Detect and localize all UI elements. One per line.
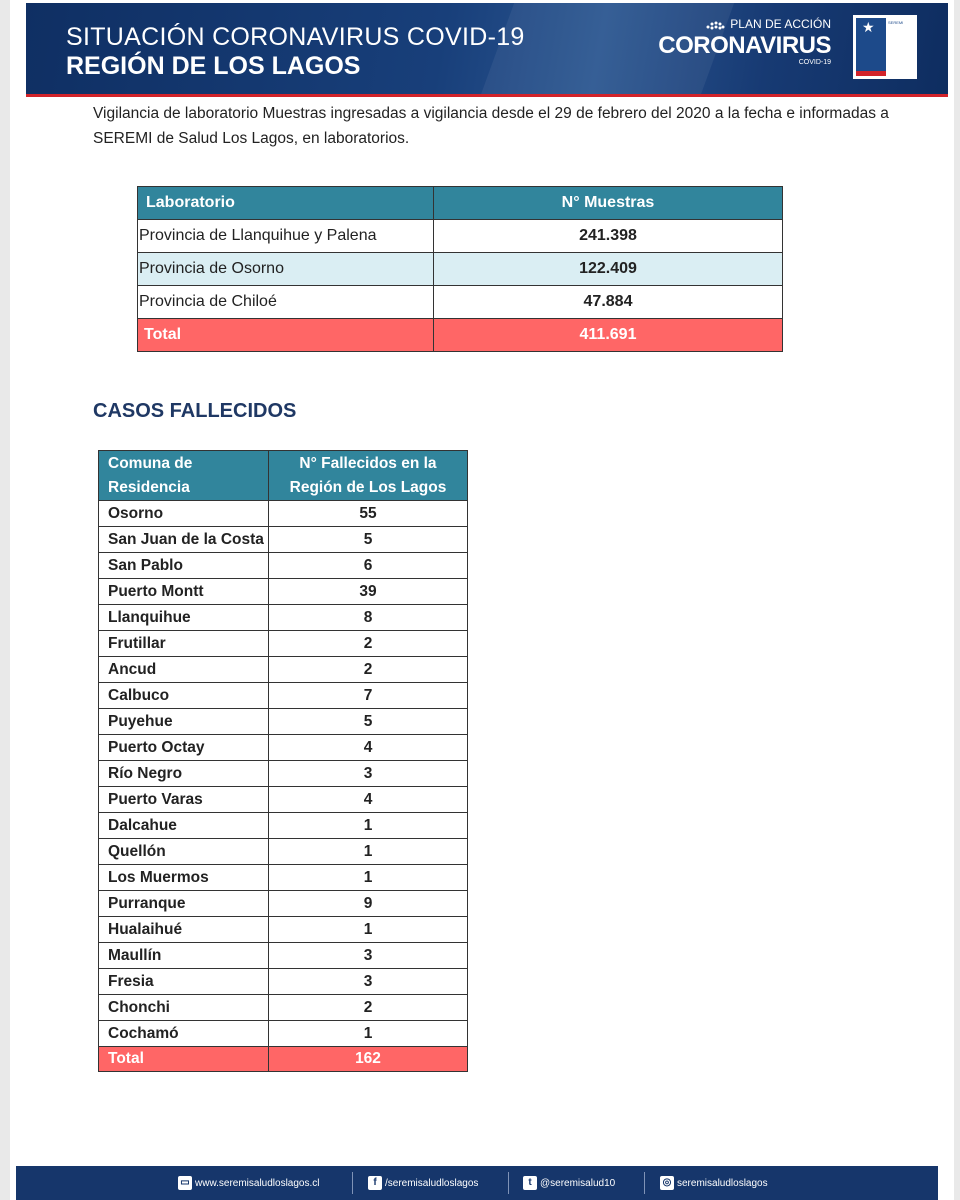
death-count: 8 bbox=[269, 605, 468, 631]
commune-name: Puerto Montt bbox=[99, 579, 269, 605]
table-row bbox=[99, 501, 468, 527]
sample-count: 122.409 bbox=[434, 253, 783, 286]
commune-name: Río Negro bbox=[99, 761, 269, 787]
death-count: 2 bbox=[269, 657, 468, 683]
death-count: 7 bbox=[269, 683, 468, 709]
commune-name: Ancud bbox=[99, 657, 269, 683]
death-count: 6 bbox=[269, 553, 468, 579]
web-icon: ▭ bbox=[178, 1176, 192, 1190]
total-value: 411.691 bbox=[434, 319, 783, 352]
table-row bbox=[99, 917, 468, 943]
commune-name: Puerto Octay bbox=[99, 735, 269, 761]
header-banner bbox=[26, 3, 948, 97]
commune-name: Llanquihue bbox=[99, 605, 269, 631]
column-header: N° Muestras bbox=[434, 187, 783, 220]
footer-web[interactable] bbox=[178, 1175, 320, 1193]
lab-samples-table bbox=[137, 186, 783, 352]
table-row bbox=[99, 787, 468, 813]
government-logo bbox=[853, 15, 917, 79]
commune-name: Quellón bbox=[99, 839, 269, 865]
death-count: 1 bbox=[269, 865, 468, 891]
sample-count: 47.884 bbox=[434, 286, 783, 319]
death-count: 2 bbox=[269, 995, 468, 1021]
commune-name: Dalcahue bbox=[99, 813, 269, 839]
instagram-icon: ◎ bbox=[660, 1176, 674, 1190]
table-row bbox=[99, 657, 468, 683]
plan-label: PLAN DE ACCIÓN bbox=[730, 17, 831, 31]
province-name: Provincia de Osorno bbox=[138, 253, 434, 286]
death-count: 55 bbox=[269, 501, 468, 527]
commune-name: Osorno bbox=[99, 501, 269, 527]
total-value: 162 bbox=[269, 1047, 468, 1072]
commune-name: San Pablo bbox=[99, 553, 269, 579]
footer-instagram[interactable] bbox=[660, 1175, 768, 1193]
table-row bbox=[99, 995, 468, 1021]
commune-name: Maullín bbox=[99, 943, 269, 969]
footer-web-text: www.seremisaludloslagos.cl bbox=[195, 1178, 320, 1189]
death-count: 4 bbox=[269, 735, 468, 761]
death-count: 39 bbox=[269, 579, 468, 605]
intro-paragraph: Vigilancia de laboratorio Muestras ingresadas a vigilancia desde el 29 de febrero del 2020 a la fecha e informadas a SEREMI de Salud Los Lagos, en laboratorios. bbox=[93, 105, 889, 147]
commune-name: Frutillar bbox=[99, 631, 269, 657]
logo-text: SEREMI bbox=[888, 20, 904, 25]
death-count: 1 bbox=[269, 813, 468, 839]
total-row bbox=[138, 319, 783, 352]
plan-accion-logo bbox=[651, 15, 831, 75]
table-row bbox=[99, 683, 468, 709]
footer-divider bbox=[508, 1172, 509, 1194]
death-count: 2 bbox=[269, 631, 468, 657]
total-row bbox=[99, 1047, 468, 1072]
footer-facebook[interactable] bbox=[368, 1175, 478, 1193]
table-row bbox=[99, 527, 468, 553]
total-label: Total bbox=[138, 319, 434, 352]
death-count: 5 bbox=[269, 709, 468, 735]
death-count: 3 bbox=[269, 969, 468, 995]
table-row bbox=[99, 813, 468, 839]
death-count: 1 bbox=[269, 917, 468, 943]
death-count: 1 bbox=[269, 1021, 468, 1047]
star-icon: ★ bbox=[862, 19, 875, 35]
column-header-commune: Comuna de Residencia bbox=[99, 451, 269, 501]
commune-name: Los Muermos bbox=[99, 865, 269, 891]
table-row bbox=[99, 553, 468, 579]
footer-facebook-text: /seremisaludloslagos bbox=[385, 1178, 479, 1189]
footer-instagram-text: seremisaludloslagos bbox=[677, 1178, 768, 1189]
commune-name: Hualaihué bbox=[99, 917, 269, 943]
deaths-table bbox=[98, 450, 468, 1072]
table-row bbox=[99, 709, 468, 735]
plan-main-label: CORONAVIRUS bbox=[658, 32, 831, 59]
facebook-icon: f bbox=[368, 1176, 382, 1190]
commune-name: Puerto Varas bbox=[99, 787, 269, 813]
table-row bbox=[138, 286, 783, 319]
death-count: 3 bbox=[269, 943, 468, 969]
commune-name: San Juan de la Costa bbox=[99, 527, 269, 553]
death-count: 3 bbox=[269, 761, 468, 787]
plan-covid-label: COVID-19 bbox=[798, 59, 831, 66]
table-row bbox=[99, 891, 468, 917]
banner-title: SITUACIÓN CORONAVIRUS COVID-19 bbox=[66, 23, 525, 51]
province-name: Provincia de Chiloé bbox=[138, 286, 434, 319]
footer-twitter[interactable] bbox=[523, 1175, 615, 1193]
footer-twitter-text: @seremisalud10 bbox=[540, 1178, 616, 1189]
footer-divider bbox=[644, 1172, 645, 1194]
table-row bbox=[99, 579, 468, 605]
sample-count: 241.398 bbox=[434, 220, 783, 253]
column-header: Laboratorio bbox=[138, 187, 434, 220]
section-title: CASOS FALLECIDOS bbox=[93, 400, 297, 422]
deaths-table-body bbox=[99, 501, 468, 1072]
table-row bbox=[138, 253, 783, 286]
death-count: 4 bbox=[269, 787, 468, 813]
dots-globe-icon bbox=[704, 19, 726, 31]
banner-subtitle: REGIÓN DE LOS LAGOS bbox=[66, 52, 361, 80]
commune-name: Puyehue bbox=[99, 709, 269, 735]
table-row bbox=[99, 969, 468, 995]
commune-name: Purranque bbox=[99, 891, 269, 917]
table-row bbox=[99, 631, 468, 657]
table-row bbox=[99, 1021, 468, 1047]
table-header-row bbox=[138, 187, 783, 220]
column-header-deaths: N° Fallecidos en la Región de Los Lagos bbox=[269, 451, 468, 501]
commune-name: Fresia bbox=[99, 969, 269, 995]
document-page bbox=[10, 0, 954, 1200]
table-row bbox=[99, 839, 468, 865]
table-row bbox=[99, 865, 468, 891]
twitter-icon: t bbox=[523, 1176, 537, 1190]
table-row bbox=[138, 220, 783, 253]
footer-bar bbox=[16, 1166, 938, 1200]
table-row bbox=[99, 605, 468, 631]
province-name: Provincia de Llanquihue y Palena bbox=[138, 220, 434, 253]
total-label: Total bbox=[99, 1047, 269, 1072]
commune-name: Cochamó bbox=[99, 1021, 269, 1047]
table-header-row bbox=[99, 451, 468, 501]
table-row bbox=[99, 735, 468, 761]
commune-name: Chonchi bbox=[99, 995, 269, 1021]
death-count: 1 bbox=[269, 839, 468, 865]
table-row bbox=[99, 761, 468, 787]
table-row bbox=[99, 943, 468, 969]
footer-divider bbox=[352, 1172, 353, 1194]
death-count: 9 bbox=[269, 891, 468, 917]
death-count: 5 bbox=[269, 527, 468, 553]
commune-name: Calbuco bbox=[99, 683, 269, 709]
